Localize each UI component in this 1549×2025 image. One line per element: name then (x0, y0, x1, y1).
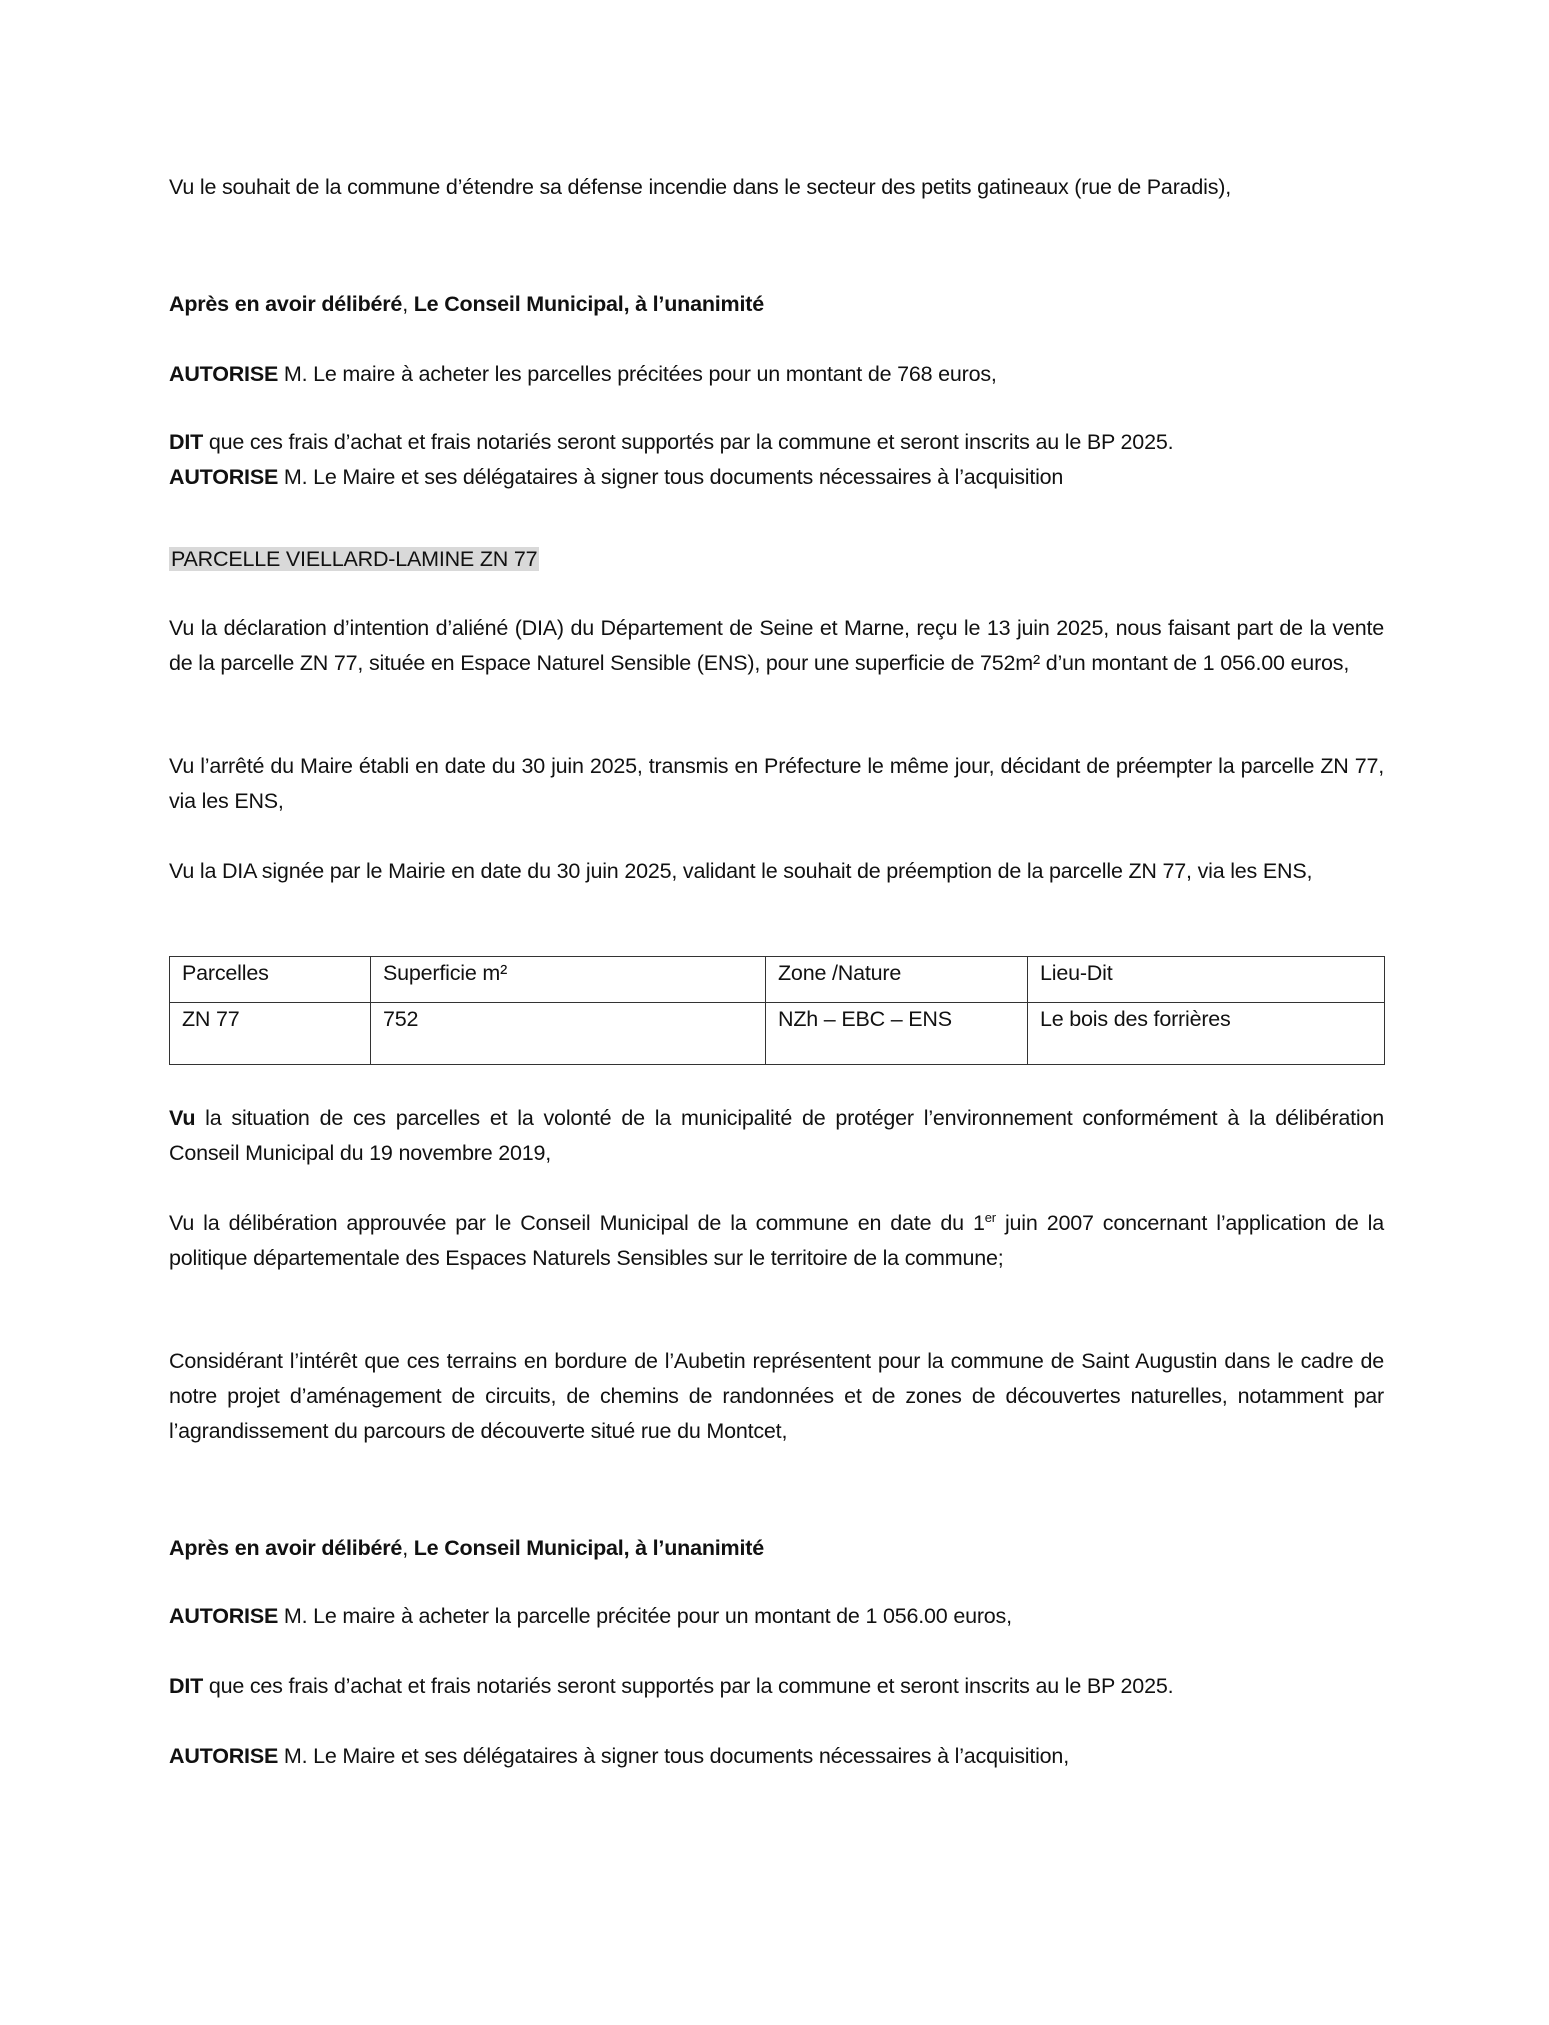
paragraph-situation (169, 1101, 1384, 1171)
parcel-table (169, 956, 1385, 1065)
paragraph-deliberation-2007 (169, 1206, 1384, 1276)
keyword: AUTORISE (169, 1744, 279, 1768)
autorise-paragraph-3 (169, 1599, 1384, 1634)
superscript: er (984, 1209, 996, 1225)
autorise-paragraph-2 (169, 460, 1384, 495)
autorise-paragraph-4 (169, 1739, 1384, 1774)
paragraph-arrete (169, 749, 1384, 819)
deliberation-statement-1 (169, 287, 1384, 322)
paragraph-dia (169, 611, 1384, 681)
text: Vu la déclaration d’intention d’aliéné (DIA) du Département de Seine et Marne, reçu le 13 juin 2025, nous faisant part de la vente de la parcelle ZN 77, située en Espace Naturel Sensible (ENS), pour une superficie de 752m² d’un montant de 1 056.00 euros, (169, 616, 1384, 675)
text: M. Le maire à acheter les parcelles précitées pour un montant de 768 euros, (278, 362, 997, 386)
text: juin 2007 concernant l’application de la politique départementale des Espaces Naturels Sensibles sur le territoire de la commune; (169, 1211, 1384, 1270)
bold-text: Le Conseil Municipal, à l’unanimité (413, 292, 764, 316)
keyword: AUTORISE (169, 465, 279, 489)
table-header-row (170, 957, 1385, 1003)
text: , (402, 1536, 414, 1560)
paragraph-dia-signee (169, 854, 1384, 889)
table-row (170, 1003, 1385, 1065)
section-title (169, 542, 1384, 577)
paragraph-considerant (169, 1344, 1384, 1449)
header-cell: Superficie m² (371, 957, 766, 1003)
keyword: AUTORISE (169, 1604, 279, 1628)
keyword: DIT (169, 430, 204, 454)
text: Considérant l’intérêt que ces terrains en bordure de l’Aubetin représentent pour la commune de Saint Augustin dans le cadre de notre projet d’aménagement de circuits, de chemins de randonnées et de zones de découvertes naturelles, notamment par l’agrandissement du parcours de découverte situé rue du Montcet, (169, 1349, 1384, 1443)
keyword: Vu (169, 1106, 196, 1130)
autorise-paragraph-1 (169, 357, 1384, 392)
text: M. Le Maire et ses délégataires à signer tous documents nécessaires à l’acquisition (278, 465, 1064, 489)
keyword: DIT (169, 1674, 204, 1698)
deliberation-statement-2 (169, 1531, 1384, 1566)
text: Vu la délibération approuvée par le Conseil Municipal de la commune en date du 1 (169, 1211, 985, 1235)
text: M. Le Maire et ses délégataires à signer tous documents nécessaires à l’acquisition, (278, 1744, 1069, 1768)
bold-text: Après en avoir délibéré (169, 292, 403, 316)
dit-paragraph-1 (169, 425, 1384, 460)
text: M. Le maire à acheter la parcelle précitée pour un montant de 1 056.00 euros, (278, 1604, 1012, 1628)
header-cell: Zone /Nature (766, 957, 1028, 1003)
paragraph-defense-incendie (169, 170, 1384, 205)
text: que ces frais d’achat et frais notariés seront supportés par la commune et seront inscrits au le BP 2025. (203, 1674, 1174, 1698)
text: la situation de ces parcelles et la volonté de la municipalité de protéger l’environnement conformément à la délibération Conseil Municipal du 19 novembre 2019, (169, 1106, 1384, 1165)
header-cell: Lieu-Dit (1028, 957, 1385, 1003)
bold-text: Le Conseil Municipal, à l’unanimité (413, 1536, 764, 1560)
table-cell: NZh – EBC – ENS (766, 1003, 1028, 1065)
table-cell: Le bois des forrières (1028, 1003, 1385, 1065)
table-cell: 752 (371, 1003, 766, 1065)
text: Vu la DIA signée par le Mairie en date du 30 juin 2025, validant le souhait de préemption de la parcelle ZN 77, via les ENS, (169, 859, 1313, 883)
highlighted-heading: PARCELLE VIELLARD-LAMINE ZN 77 (171, 547, 538, 571)
text: , (402, 292, 414, 316)
text: Vu l’arrêté du Maire établi en date du 30 juin 2025, transmis en Préfecture le même jour, décidant de préempter la parcelle ZN 77, via les ENS, (169, 754, 1384, 813)
text: Vu le souhait de la commune d’étendre sa défense incendie dans le secteur des petits gatineaux (rue de Paradis), (169, 175, 1232, 199)
bold-text: Après en avoir délibéré (169, 1536, 403, 1560)
keyword: AUTORISE (169, 362, 279, 386)
header-cell: Parcelles (170, 957, 371, 1003)
table-cell: ZN 77 (170, 1003, 371, 1065)
dit-paragraph-2 (169, 1669, 1384, 1704)
text: que ces frais d’achat et frais notariés seront supportés par la commune et seront inscrits au le BP 2025. (203, 430, 1174, 454)
